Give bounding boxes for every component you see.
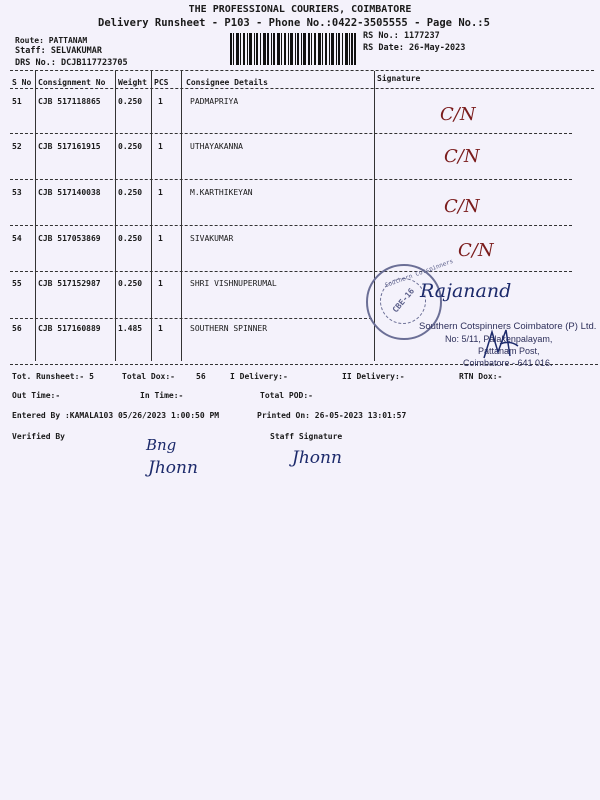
row-sno: 55 [12,279,22,288]
row-consignee: SHRI VISHNUPERUMAL [190,279,277,288]
stamp-address-2: Pattanam Post, [478,346,540,356]
printed-on: Printed On: 26-05-2023 13:01:57 [257,411,407,420]
handwritten-cn-mark: C/N [440,104,476,125]
row-pcs: 1 [158,142,163,151]
handwritten-cn-mark: C/N [444,146,480,167]
row-pcs: 1 [158,97,163,106]
received-signature: Rajanand [420,280,512,302]
rs-number: RS No.: 1177237 [363,31,440,41]
row-pcs: 1 [158,234,163,243]
row-consignment: CJB 517140038 [38,188,101,197]
total-runsheet: Tot. Runsheet:- 5 [12,372,94,381]
row-weight: 1.485 [118,324,143,333]
row-rule [10,179,572,180]
col-header-pcs: PCS [154,78,169,87]
company-title: THE PROFESSIONAL COURIERS, COIMBATORE [188,4,412,15]
row-rule [10,318,372,319]
staff-label: Staff: SELVAKUMAR [15,46,102,56]
row-pcs: 1 [158,279,163,288]
seal-outer-text: Southern Cotspinners [383,257,455,290]
row-rule [10,271,572,272]
in-time: In Time:- [140,391,184,400]
col-header-consignment: Consignment No [38,78,106,87]
barcode [230,33,356,65]
col-header-weight: Weight [118,78,147,87]
route-label: Route: PATTANAM [15,36,88,45]
table-header-rule [10,88,594,89]
drs-label: DRS No.: DCJB117723705 [15,58,128,68]
verified-by-label: Verified By [12,432,65,441]
row-consignment: CJB 517161915 [38,142,101,151]
i-delivery: I Delivery:- [230,372,288,381]
handwritten-cn-mark: C/N [458,240,494,261]
stamp-address-1: No: 5/11, Palakenpalayam, [445,334,553,344]
row-sno: 56 [12,324,22,333]
staff-signature: Jhonn [292,448,342,468]
total-dox-label: Total Dox:- [122,372,175,381]
row-weight: 0.250 [118,142,143,151]
row-weight: 0.250 [118,188,143,197]
row-consignee: SIVAKUMAR [190,234,234,243]
verified-signature: Jhonn [148,458,198,478]
row-consignee: UTHAYAKANNA [190,142,243,151]
staff-signature-label: Staff Signature [270,432,343,441]
row-sno: 53 [12,188,22,197]
row-rule [10,225,572,226]
row-weight: 0.250 [118,97,143,106]
runsheet-title: Delivery Runsheet - P103 - Phone No.:0422-3505555 - Page No.:5 [98,17,490,29]
row-consignee: SOUTHERN SPINNER [190,324,268,333]
row-pcs: 1 [158,324,163,333]
rtn-dox: RTN Dox:- [459,372,503,381]
row-consignee: M.KARTHIKEYAN [190,188,253,197]
row-consignment: CJB 517160889 [38,324,101,333]
col-header-consignee: Consignee Details [186,78,268,87]
out-time: Out Time:- [12,391,61,400]
verified-initials: Bng [146,436,177,454]
row-consignment: CJB 517152987 [38,279,101,288]
ii-delivery: II Delivery:- [342,372,405,381]
table-top-rule [10,70,594,71]
entered-by: Entered By :KAMALA103 05/26/2023 1:00:50 PM [12,411,220,420]
row-consignee: PADMAPRIYA [190,97,239,106]
handwritten-cn-mark: C/N [444,196,480,217]
row-sno: 52 [12,142,22,151]
total-pod: Total POD:- [260,391,313,400]
row-pcs: 1 [158,188,163,197]
col-header-signature: Signature [377,74,421,83]
col-header-sno: S No [12,78,32,87]
row-sno: 51 [12,97,22,106]
row-consignment: CJB 517053869 [38,234,101,243]
stamp-company: Southern Cotspinners Coimbatore (P) Ltd. [419,321,597,332]
row-consignment: CJB 517118865 [38,97,101,106]
stamp-address-3: Coimbatore - 641 016. [463,358,553,368]
rs-date: RS Date: 26-May-2023 [363,43,466,53]
row-weight: 0.250 [118,279,143,288]
row-weight: 0.250 [118,234,143,243]
row-rule [10,133,572,134]
seal-inner-text: CBE-16 [390,286,417,315]
stamp-initials-scribble [480,322,520,362]
total-dox-value: 56 [196,372,206,381]
row-sno: 54 [12,234,22,243]
